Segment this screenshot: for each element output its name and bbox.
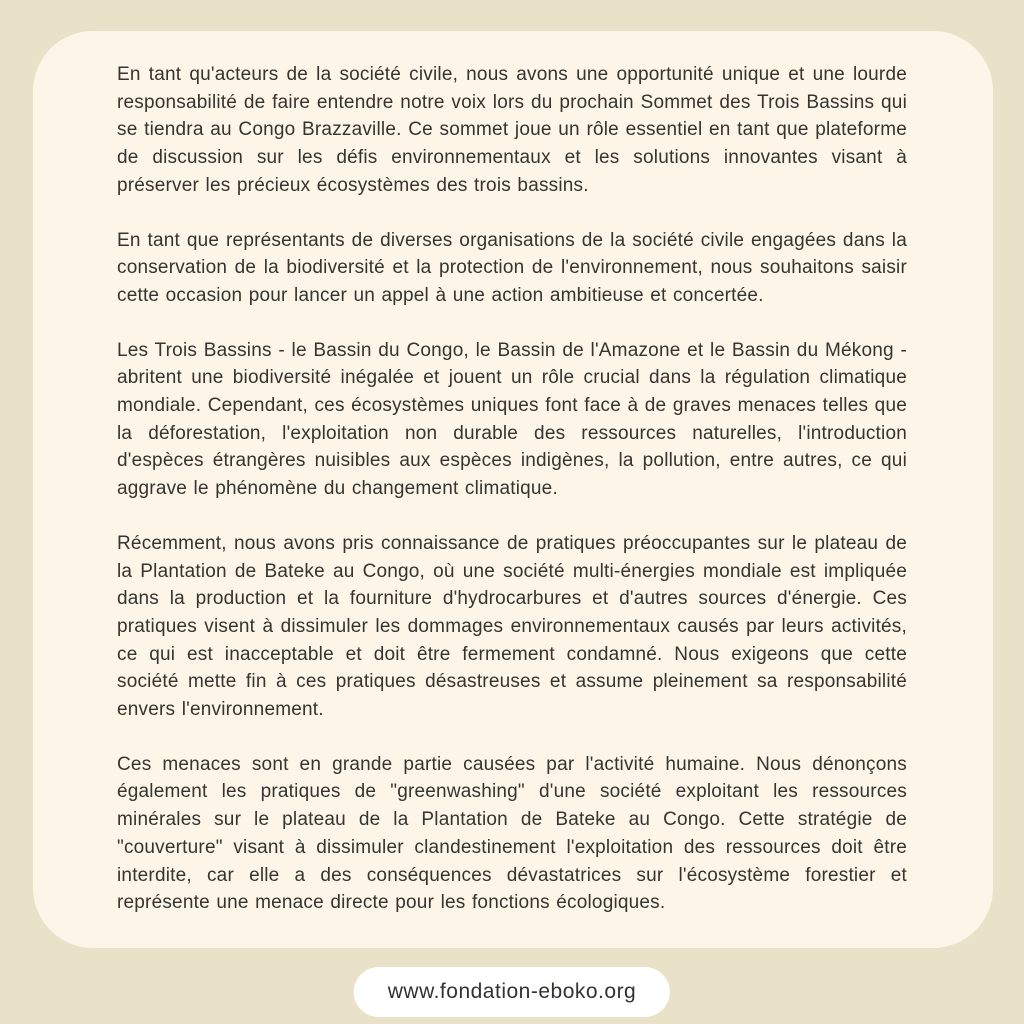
website-link-pill[interactable]: www.fondation-eboko.org [354,967,670,1017]
statement-paragraph-3: Les Trois Bassins - le Bassin du Congo, le Bassin de l'Amazone et le Bassin du Mékong - abritent une biodiversité inégalée et jouent un rôle crucial dans la régulation climatique mondiale. Cependant, ces écosystèmes uniques font face à de graves menaces telles que la déforestation, l'exploitation non durable des ressources naturelles, l'introduction d'espèces étrangères nuisibles aux espèces indigènes, la pollution, entre autres, ce qui aggrave le phénomène du changement climatique. [117,339,907,500]
statement-card [33,31,993,948]
statement-paragraph-4: Récemment, nous avons pris connaissance de pratiques préoccupantes sur le plateau de la Plantation de Bateke au Congo, où une société multi-énergies mondiale est impliquée dans la production et la fourniture d'hydrocarbures et d'autres sources d'énergie. Ces pratiques visent à dissimuler les dommages environnementaux causés par leurs activités, ce qui est inacceptable et doit être fermement condamné. Nous exigeons que cette société mette fin à ces pratiques désastreuses et assume pleinement sa responsabilité envers l'environnement. [117,532,907,721]
statement-paragraph-2: En tant que représentants de diverses organisations de la société civile engagées dans la conservation de la biodiversité et la protection de l'environnement, nous souhaitons saisir cette occasion pour lancer un appel à une action ambitieuse et concertée. [117,229,907,306]
statement-paragraph-5: Ces menaces sont en grande partie causées par l'activité humaine. Nous dénonçons également les pratiques de "greenwashing" d'une société exploitant les ressources minérales sur le plateau de la Plantation de Bateke au Congo. Cette stratégie de "couverture" visant à dissimuler clandestinement l'exploitation des ressources doit être interdite, car elle a des conséquences dévastatrices sur l'écosystème forestier et représente une menace directe pour les fonctions écologiques. [117,753,907,914]
statement-paragraph-1: En tant qu'acteurs de la société civile, nous avons une opportunité unique et une lourde responsabilité de faire entendre notre voix lors du prochain Sommet des Trois Bassins qui se tiendra au Congo Brazzaville. Ce sommet joue un rôle essentiel en tant que plateforme de discussion sur les défis environnementaux et les solutions innovantes visant à préserver les précieux écosystèmes des trois bassins. [117,64,907,196]
